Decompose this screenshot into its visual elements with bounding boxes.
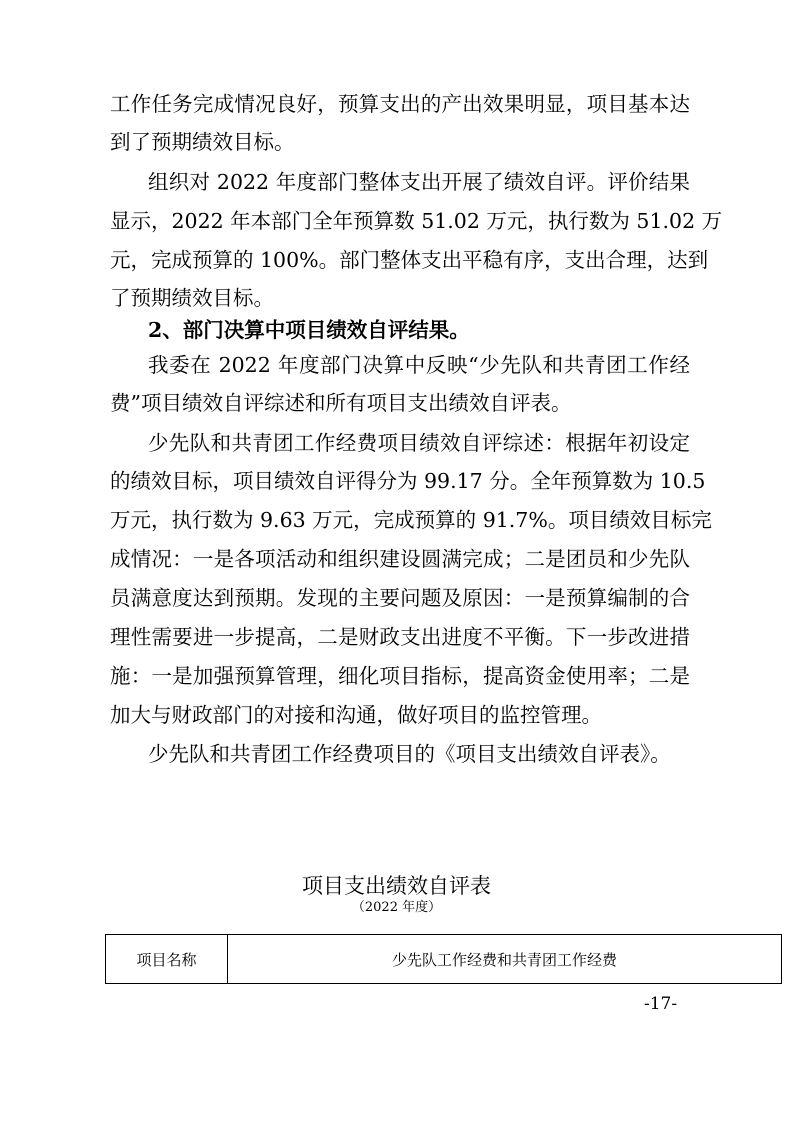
evaluation-table [105, 934, 782, 984]
text-line: 少先队和共青团工作经费项目的《项目支出绩效自评表》。 [148, 742, 671, 766]
text-line: 加大与财政部门的对接和沟通，做好项目的监控管理。 [110, 703, 602, 727]
section-heading: 2、部门决算中项目绩效自评结果。 [148, 318, 470, 342]
text-line: 费”项目绩效自评综述和所有项目支出绩效自评表。 [110, 391, 572, 415]
text-line: 工作任务完成情况良好，预算支出的产出效果明显，项目基本达 [110, 92, 690, 116]
table-row-label: 项目名称 [106, 935, 228, 983]
text-line: 显示，2022 年本部门全年预算数 51.02 万元，执行数为 51.02 万 [110, 209, 723, 233]
table-row-value: 少先队工作经费和共青团工作经费 [391, 950, 617, 969]
text-line: 员满意度达到预期。发现的主要问题及原因：一是预算编制的合 [110, 586, 690, 610]
page-number: -17- [644, 994, 678, 1014]
table-title: 项目支出绩效自评表 [302, 874, 491, 898]
text-line: 施：一是加强预算管理，细化项目指标，提高资金使用率；二是 [110, 664, 690, 688]
text-line: 少先队和共青团工作经费项目绩效自评综述：根据年初设定 [148, 431, 690, 455]
text-line: 万元，执行数为 9.63 万元，完成预算的 91.7%。项目绩效目标完 [110, 508, 712, 532]
text-line: 到了预期绩效目标。 [110, 130, 295, 154]
text-line: 成情况：一是各项活动和组织建设圆满完成；二是团员和少先队 [110, 547, 690, 571]
text-line: 组织对 2022 年度部门整体支出开展了绩效自评。评价结果 [148, 170, 690, 194]
text-line: 的绩效目标，项目绩效自评得分为 99.17 分。全年预算数为 10.5 [110, 469, 706, 493]
table-subtitle: （2022 年度） [351, 900, 442, 915]
text-line: 了预期绩效目标。 [110, 286, 274, 310]
text-line: 理性需要进一步提高，二是财政支出进度不平衡。下一步改进措 [110, 625, 690, 649]
text-line: 元，完成预算的 100%。部门整体支出平稳有序，支出合理，达到 [110, 248, 709, 272]
text-line: 我委在 2022 年度部门决算中反映“少先队和共青团工作经 [148, 353, 690, 377]
